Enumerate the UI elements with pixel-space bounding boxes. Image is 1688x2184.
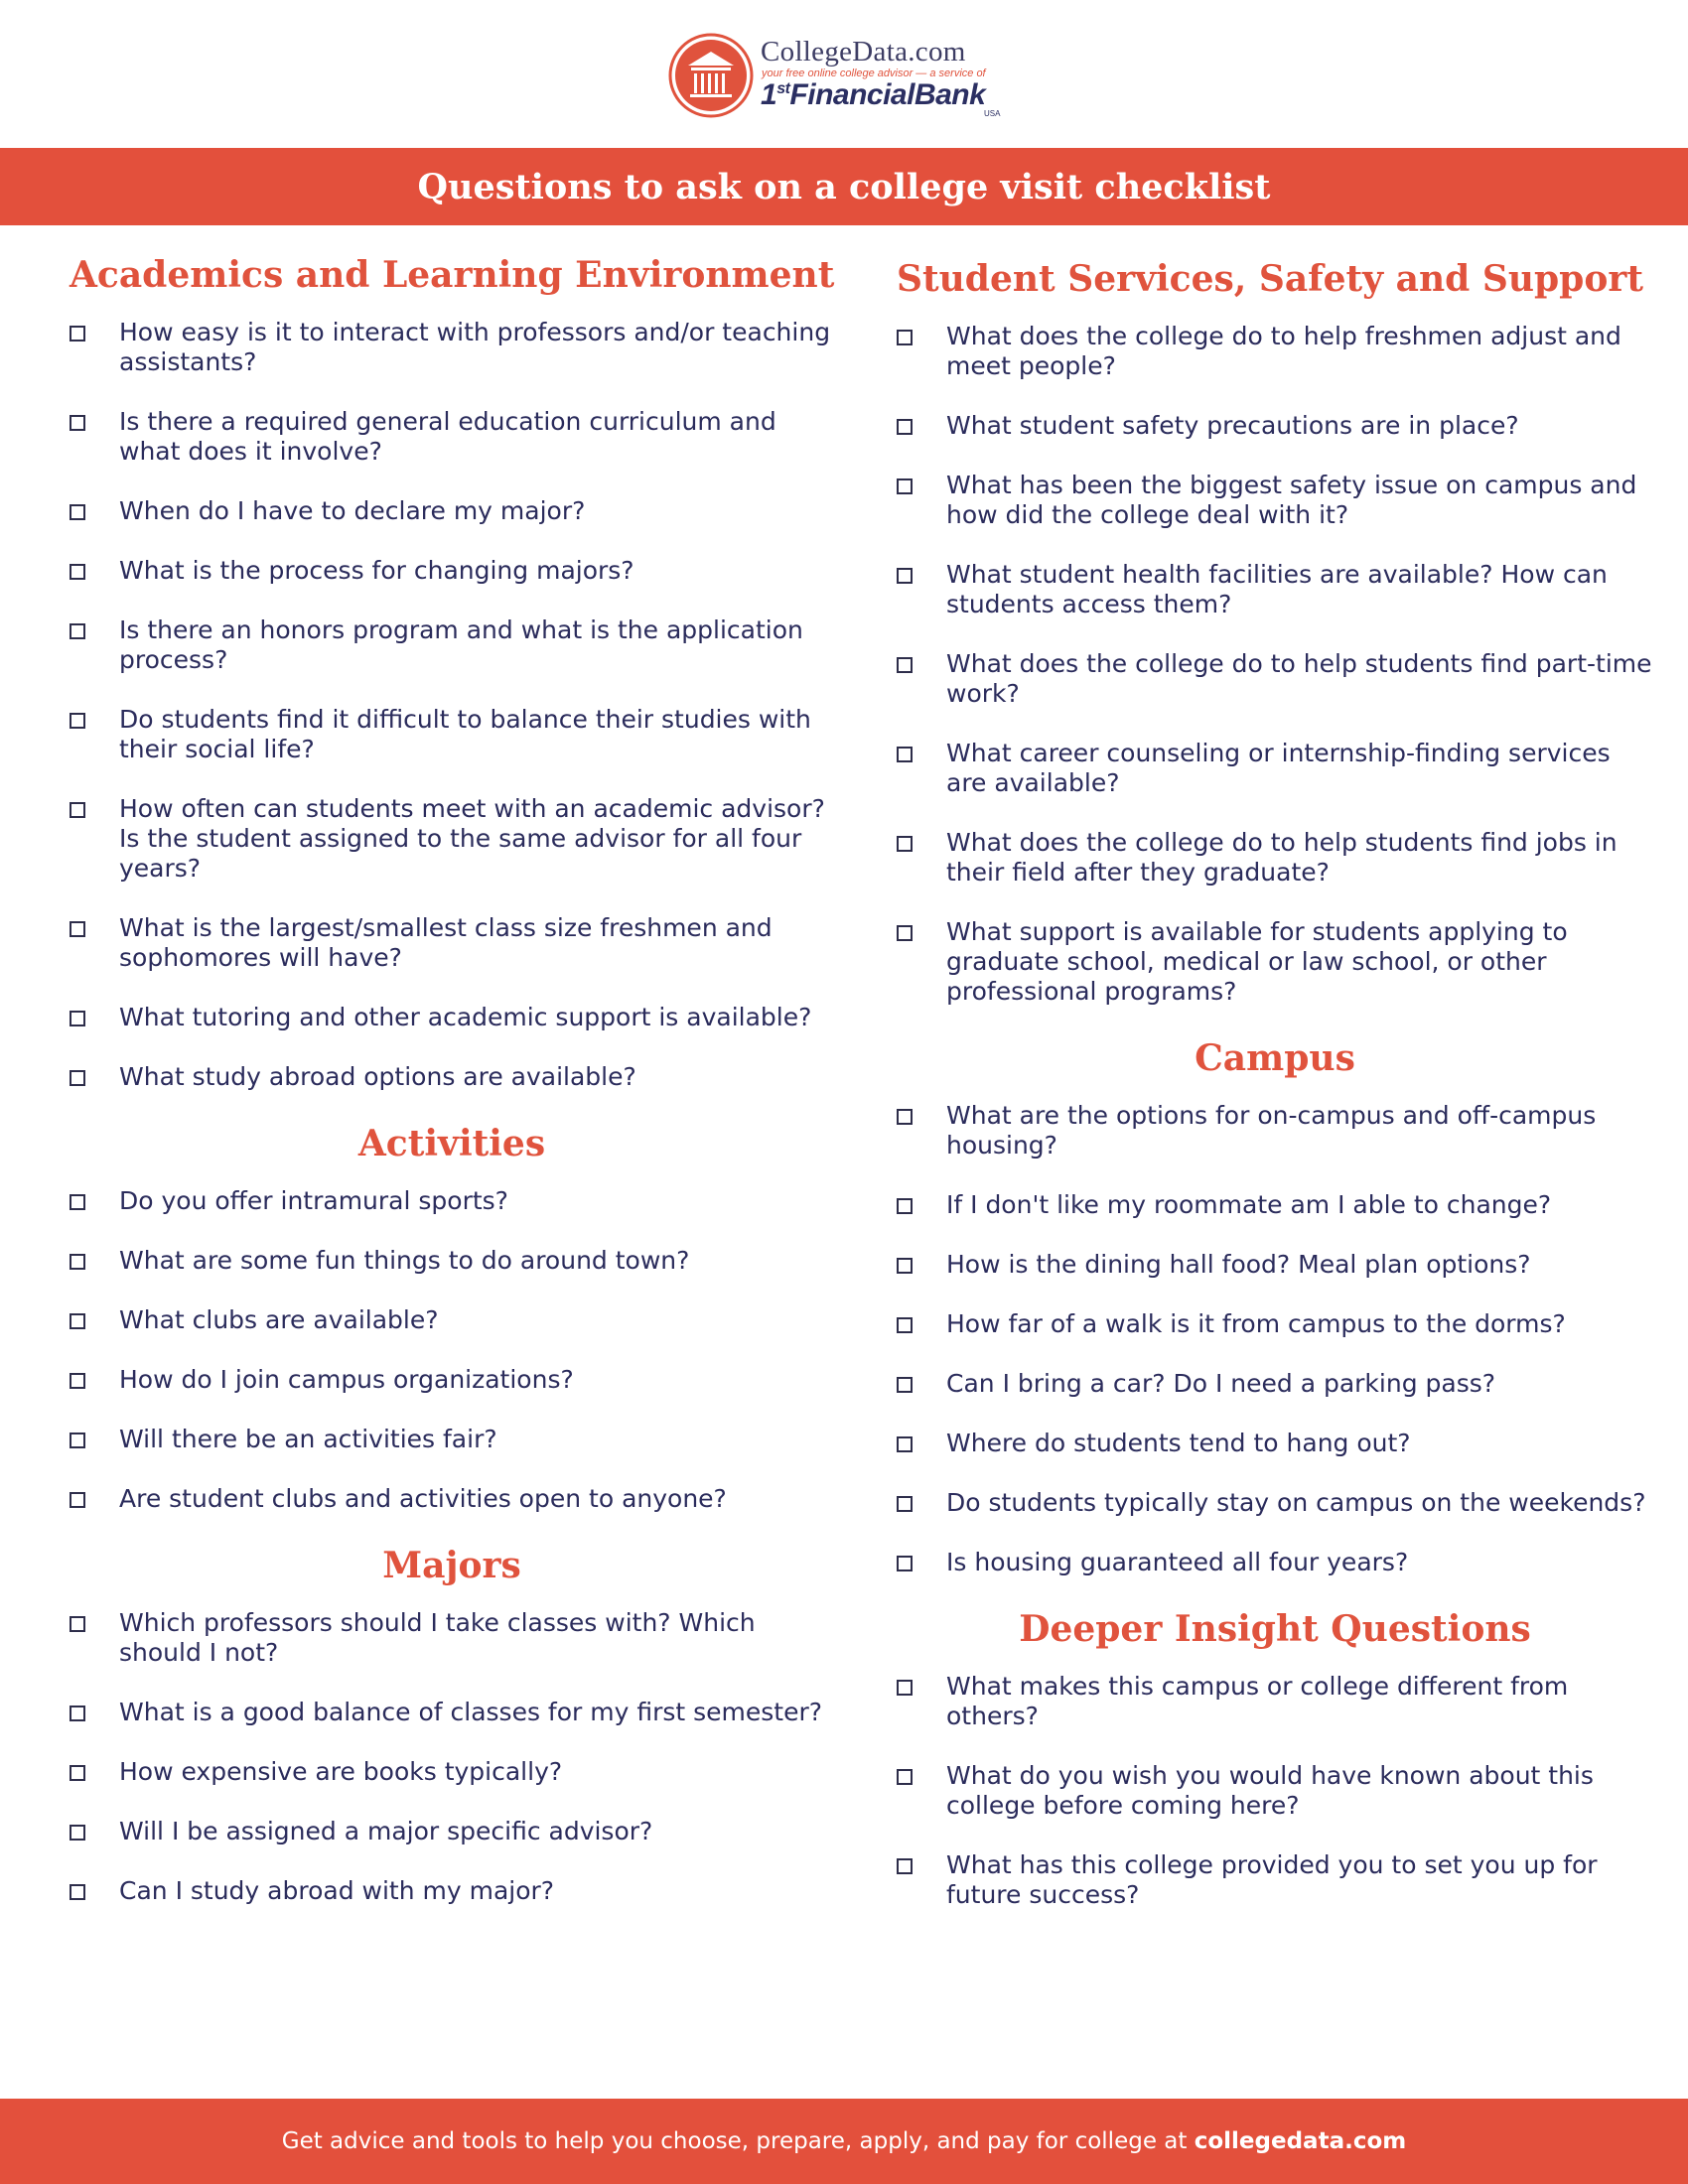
checkbox[interactable] [897,1858,913,1874]
checkbox[interactable] [70,1433,85,1448]
checkbox[interactable] [897,1109,913,1125]
checkbox[interactable] [70,1825,85,1841]
checklist-item[interactable] [897,917,1653,1007]
checklist-item[interactable] [70,1876,834,1906]
section-title: Majors [382,1545,521,1586]
checkbox[interactable] [897,1769,913,1785]
checkbox[interactable] [897,747,913,762]
checkbox[interactable] [70,1884,85,1900]
question-text: What career counseling or internship-finding services are available? [946,739,1611,797]
checklist-item[interactable] [70,1425,834,1454]
checkbox[interactable] [897,1556,913,1571]
section-title: Campus [1195,1037,1355,1079]
question-text: What does the college do to help students find jobs in their field after they graduate? [946,828,1618,887]
checklist-item[interactable] [70,407,834,467]
checklist-item[interactable] [70,1305,834,1335]
question-text: Is there an honors program and what is the application process? [119,615,803,674]
checklist-item[interactable] [70,1817,834,1846]
question-text: What tutoring and other academic support is available? [119,1003,812,1031]
section-title: Activities [357,1123,546,1164]
question-text: What do you wish you would have known about this college before coming here? [946,1761,1594,1820]
section-deeper-insight-questions [897,1607,1653,1910]
logo-bank-name: 1stFinancialBank [761,78,986,111]
section-activities [70,1122,834,1514]
checkbox[interactable] [70,1706,85,1721]
checkbox[interactable] [897,657,913,673]
checklist-item[interactable] [897,1190,1653,1220]
checklist-item[interactable] [897,411,1653,441]
checklist-item[interactable] [70,1365,834,1395]
checkbox[interactable] [897,478,913,494]
question-text: How do I join campus organizations? [119,1365,574,1394]
question-text: What student safety precautions are in place? [946,411,1519,440]
footer-link[interactable]: collegedata.com [1194,2128,1407,2154]
question-text: How easy is it to interact with professors and/or teaching assistants? [119,318,831,376]
checklist-item[interactable] [897,1850,1653,1910]
checkbox[interactable] [897,1198,913,1214]
checkbox[interactable] [897,1436,913,1452]
question-text: Do students find it difficult to balance their studies with their social life? [119,705,811,763]
checklist-item[interactable] [897,1761,1653,1821]
checklist-item[interactable] [897,739,1653,798]
checklist-item[interactable] [70,1608,834,1668]
checkbox[interactable] [70,1492,85,1508]
checkbox[interactable] [70,504,85,520]
question-text: When do I have to declare my major? [119,496,586,525]
checklist-item[interactable] [70,1186,834,1216]
footer-text: Get advice and tools to help you choose, prepare, apply, and pay for college at collegedata.com [281,2128,1407,2154]
section-title: Deeper Insight Questions [1019,1608,1531,1650]
question-text: What clubs are available? [119,1305,439,1334]
section-title: Student Services, Safety and Support [897,258,1643,300]
section-title: Academics and Learning Environment [70,254,835,296]
checkbox[interactable] [897,1377,913,1393]
checkbox[interactable] [70,1616,85,1632]
checklist-item[interactable] [70,705,834,764]
question-text: Do students typically stay on campus on the weekends? [946,1488,1646,1517]
checkbox[interactable] [70,921,85,937]
checkbox[interactable] [70,1011,85,1026]
checklist-item[interactable] [897,1488,1653,1518]
checklist-item[interactable] [70,1062,834,1092]
section-campus [897,1036,1653,1577]
checkbox[interactable] [70,564,85,580]
checkbox[interactable] [897,568,913,584]
checkbox[interactable] [897,1258,913,1274]
title-banner [0,148,1688,225]
question-text: What is a good balance of classes for my first semester? [119,1698,823,1726]
checklist-item[interactable] [70,556,834,586]
section-student-services-safety-and-support [897,257,1653,1007]
question-text: Will there be an activities fair? [119,1425,497,1453]
checklist-item[interactable] [70,496,834,526]
question-text: What study abroad options are available? [119,1062,636,1091]
checklist-item[interactable] [70,1484,834,1514]
question-text: Will I be assigned a major specific advisor? [119,1817,653,1845]
checklist-item[interactable] [897,1309,1653,1339]
section-academics-and-learning-environment [70,253,834,1092]
checkbox[interactable] [70,1373,85,1389]
question-text: What student health facilities are available? How can students access them? [946,560,1608,618]
question-text: What has this college provided you to set you up for future success? [946,1850,1598,1909]
question-text: How often can students meet with an academic advisor? Is the student assigned to the same advisor for all four years? [119,794,825,883]
checkbox[interactable] [70,713,85,729]
question-text: What has been the biggest safety issue on campus and how did the college deal with it? [946,471,1637,529]
checklist-item[interactable] [897,560,1653,619]
question-text: Can I bring a car? Do I need a parking pass? [946,1369,1496,1398]
checklist-item[interactable] [897,828,1653,887]
question-text: If I don't like my roommate am I able to change? [946,1190,1552,1219]
checklist-item[interactable] [70,913,834,973]
checkbox[interactable] [897,1317,913,1333]
checklist-item[interactable] [897,1250,1653,1280]
checkbox[interactable] [70,1765,85,1781]
checkbox[interactable] [897,1496,913,1512]
checklist-item[interactable] [70,1003,834,1032]
checklist-item[interactable] [70,615,834,675]
question-text: What does the college do to help students find part-time work? [946,649,1652,708]
checkbox[interactable] [70,802,85,818]
checkbox[interactable] [70,326,85,341]
logo-bank-country: USA [984,109,1001,118]
checklist-item[interactable] [70,794,834,884]
checkbox[interactable] [70,415,85,431]
logo-name: CollegeData.com [761,36,966,68]
question-text: Do you offer intramural sports? [119,1186,508,1215]
page-title: Questions to ask on a college visit checklist [417,166,1271,207]
question-text: How is the dining hall food? Meal plan options? [946,1250,1531,1279]
checklist-item[interactable] [897,1548,1653,1577]
question-text: What support is available for students applying to graduate school, medical or law school, or other professional programs? [946,917,1568,1006]
question-text: How expensive are books typically? [119,1757,563,1786]
checklist-item[interactable] [897,649,1653,709]
question-text: Which professors should I take classes with? Which should I not? [119,1608,756,1667]
checkbox[interactable] [70,623,85,639]
checklist-item[interactable] [897,1369,1653,1399]
checklist-item[interactable] [897,1429,1653,1458]
logo-tagline: your free online college advisor — a service of [762,68,986,79]
question-text: Is housing guaranteed all four years? [946,1548,1409,1576]
checkbox[interactable] [70,1194,85,1210]
question-text: How far of a walk is it from campus to the dorms? [946,1309,1566,1338]
building-columns-icon [666,28,756,127]
question-text: Can I study abroad with my major? [119,1876,555,1905]
question-text: What is the process for changing majors? [119,556,634,585]
checkbox[interactable] [897,330,913,345]
checklist-item[interactable] [897,1672,1653,1731]
right-column [897,253,1653,1940]
left-column [70,253,834,1936]
checklist-item[interactable] [897,1101,1653,1160]
collegedata-logo [666,28,1024,127]
checklist-item[interactable] [70,318,834,377]
question-text: What makes this campus or college different from others? [946,1672,1569,1730]
question-text: Are student clubs and activities open to anyone? [119,1484,727,1513]
question-text: What is the largest/smallest class size freshmen and sophomores will have? [119,913,773,972]
checkbox[interactable] [897,419,913,435]
footer-banner [0,2099,1688,2184]
question-text: Where do students tend to hang out? [946,1429,1411,1457]
checklist-item[interactable] [70,1698,834,1727]
checkbox[interactable] [897,925,913,941]
question-text: What are some fun things to do around town? [119,1246,690,1275]
checklist-item[interactable] [70,1246,834,1276]
checkbox[interactable] [897,1680,913,1696]
checkbox[interactable] [70,1070,85,1086]
section-majors [70,1544,834,1906]
checklist-item[interactable] [897,471,1653,530]
checkbox[interactable] [70,1313,85,1329]
checkbox[interactable] [70,1254,85,1270]
question-text: What does the college do to help freshmen adjust and meet people? [946,322,1621,380]
checklist-item[interactable] [70,1757,834,1787]
question-text: What are the options for on-campus and off-campus housing? [946,1101,1597,1160]
checkbox[interactable] [897,836,913,852]
question-text: Is there a required general education curriculum and what does it involve? [119,407,776,466]
checklist-item[interactable] [897,322,1653,381]
